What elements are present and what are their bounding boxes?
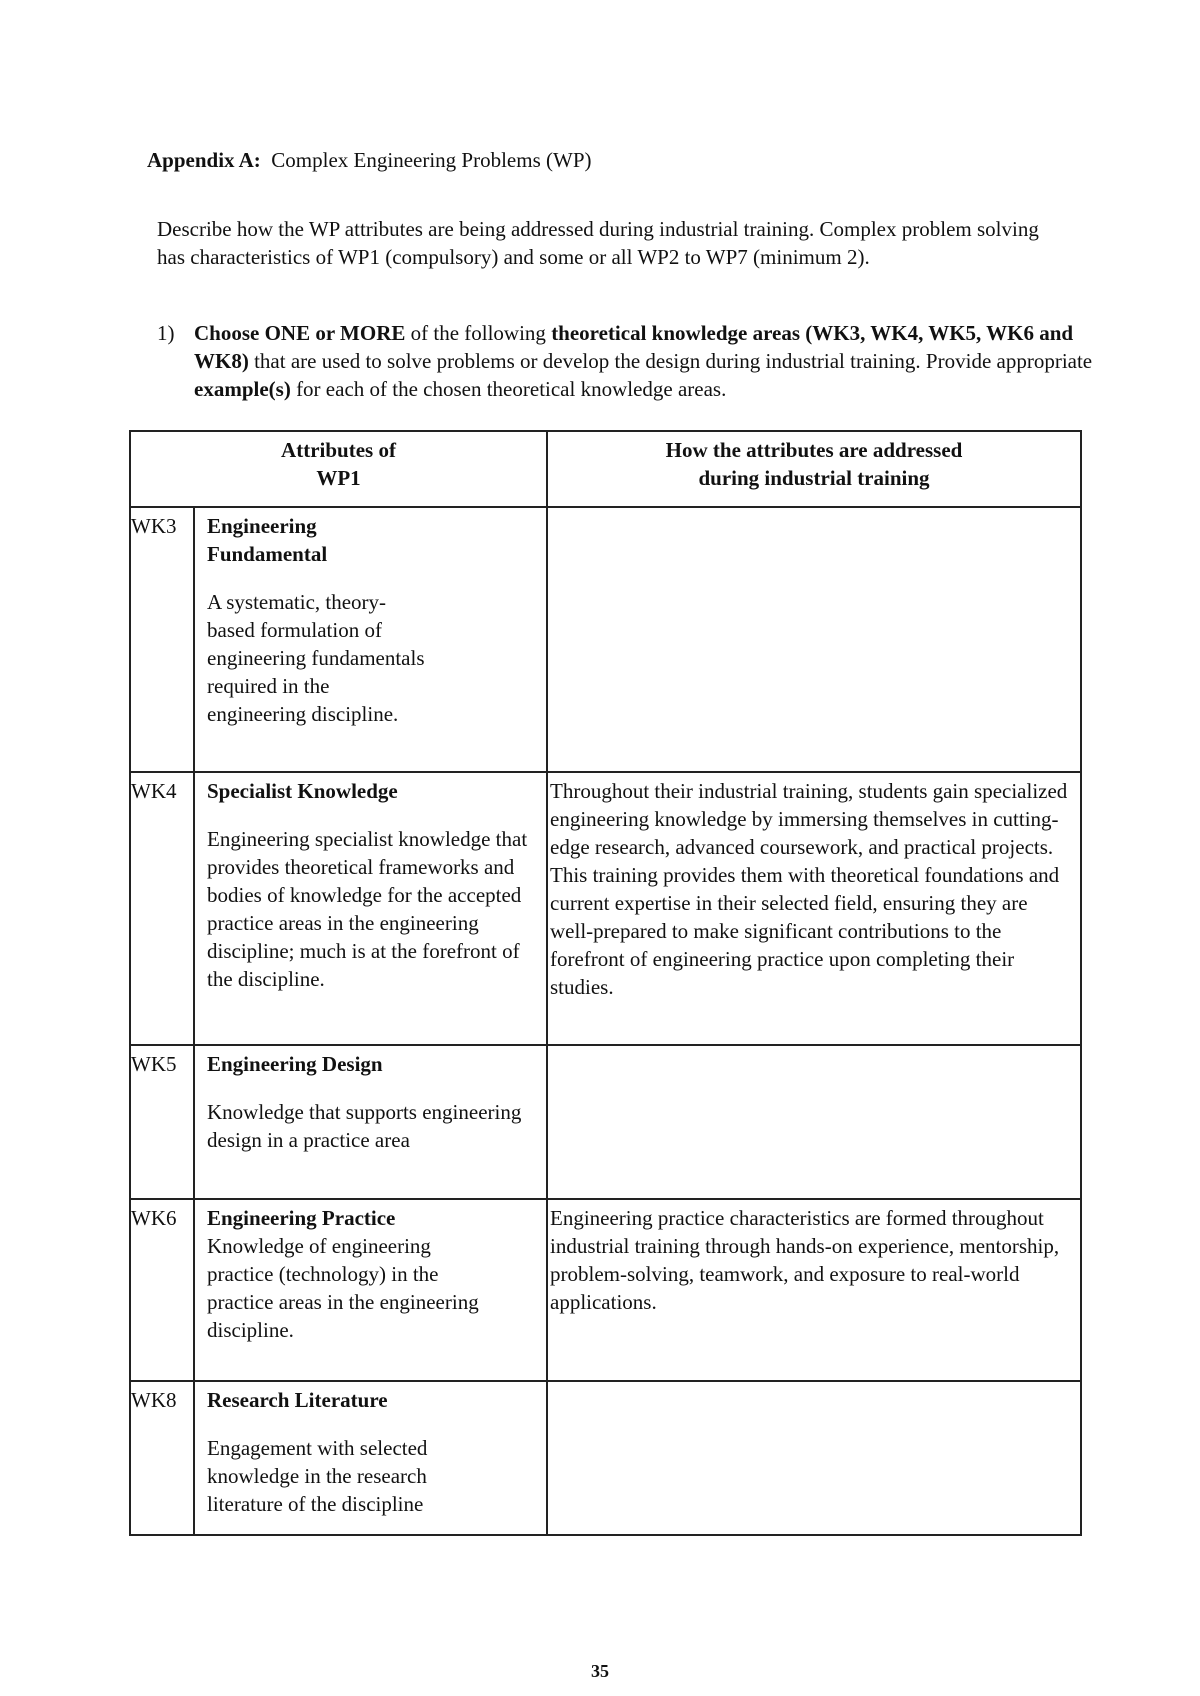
question-part: of the following <box>405 321 552 345</box>
row-title: Research Literature <box>207 1388 388 1412</box>
row-description: Engineering specialist knowledge that provides theoretical frameworks and bodies of knowledge for the accepted practice areas in the engineering discipline; much is at the forefront of the discipline. <box>207 827 528 991</box>
table-header-row <box>130 431 1081 507</box>
row-response[interactable] <box>547 1381 1081 1535</box>
row-attribute <box>194 1381 547 1535</box>
appendix-label: Appendix A: <box>147 148 261 172</box>
header-attributes-line2: WP1 <box>316 466 361 490</box>
appendix-heading <box>147 146 1047 174</box>
question-part: that are used to solve problems or develop the design during industrial training. Provide appropriate <box>248 349 1093 373</box>
row-attribute <box>194 1045 547 1199</box>
row-description: Knowledge of engineering practice (technology) in the practice areas in the engineering discipline. <box>207 1234 479 1342</box>
page-number: 35 <box>591 1661 609 1681</box>
row-response[interactable] <box>547 1045 1081 1199</box>
table-row <box>130 1381 1081 1535</box>
question-text <box>194 319 1094 403</box>
row-response[interactable] <box>547 507 1081 772</box>
row-attribute <box>194 507 547 772</box>
row-response-text: Throughout their industrial training, students gain specialized engineering knowledge by immersing themselves in cutting-edge research, advanced coursework, and practical projects. This training provides them with theoretical foundations and current expertise in their selected field, ensuring they are well-prepared to make significant contributions to the forefront of engineering practice upon completing their studies. <box>550 779 1068 999</box>
table-row <box>130 1045 1081 1199</box>
table-row <box>130 1199 1081 1381</box>
row-title: Engineering Fundamental <box>207 514 328 566</box>
row-code: WK3 <box>130 507 194 772</box>
header-attributes <box>130 431 547 507</box>
row-title: Specialist Knowledge <box>207 779 398 803</box>
header-how-addressed <box>547 431 1081 507</box>
question-part: theoretical knowledge areas (WK3, WK4, WK5, WK6 and WK8) <box>194 321 1074 373</box>
row-description: Engagement with selected knowledge in the research literature of the discipline <box>207 1436 428 1516</box>
header-how-line2: during industrial training <box>698 466 930 490</box>
question-number: 1) <box>157 321 175 345</box>
row-code: WK6 <box>130 1199 194 1381</box>
row-attribute <box>194 772 547 1045</box>
row-code: WK4 <box>130 772 194 1045</box>
row-response[interactable] <box>547 772 1081 1045</box>
row-description: Knowledge that supports engineering design in a practice area <box>207 1100 522 1152</box>
row-attribute <box>194 1199 547 1381</box>
row-response[interactable] <box>547 1199 1081 1381</box>
question-part: Choose ONE or MORE <box>194 321 406 345</box>
row-description: A systematic, theory-based formulation of engineering fundamentals required in the engineering discipline. <box>207 590 425 726</box>
question-part: for each of the chosen theoretical knowledge areas. <box>290 377 727 401</box>
row-title: Engineering Practice <box>207 1206 396 1230</box>
table-row <box>130 507 1081 772</box>
question-part: example(s) <box>194 377 291 401</box>
table-row <box>130 772 1081 1045</box>
row-title: Engineering Design <box>207 1052 383 1076</box>
header-how-line1: How the attributes are addressed <box>665 438 963 462</box>
appendix-title: Complex Engineering Problems (WP) <box>271 148 592 172</box>
row-code: WK5 <box>130 1045 194 1199</box>
row-code: WK8 <box>130 1381 194 1535</box>
attributes-table <box>129 430 1082 1536</box>
header-attributes-line1: Attributes of <box>281 438 396 462</box>
intro-paragraph: Describe how the WP attributes are being addressed during industrial training. Complex problem solving has characteristics of WP1 (compulsory) and some or all WP2 to WP7 (minimum 2). <box>157 217 1039 269</box>
row-response-text: Engineering practice characteristics are formed throughout industrial training through hands-on experience, mentorship, problem-solving, teamwork, and exposure to real-world applications. <box>550 1206 1060 1314</box>
